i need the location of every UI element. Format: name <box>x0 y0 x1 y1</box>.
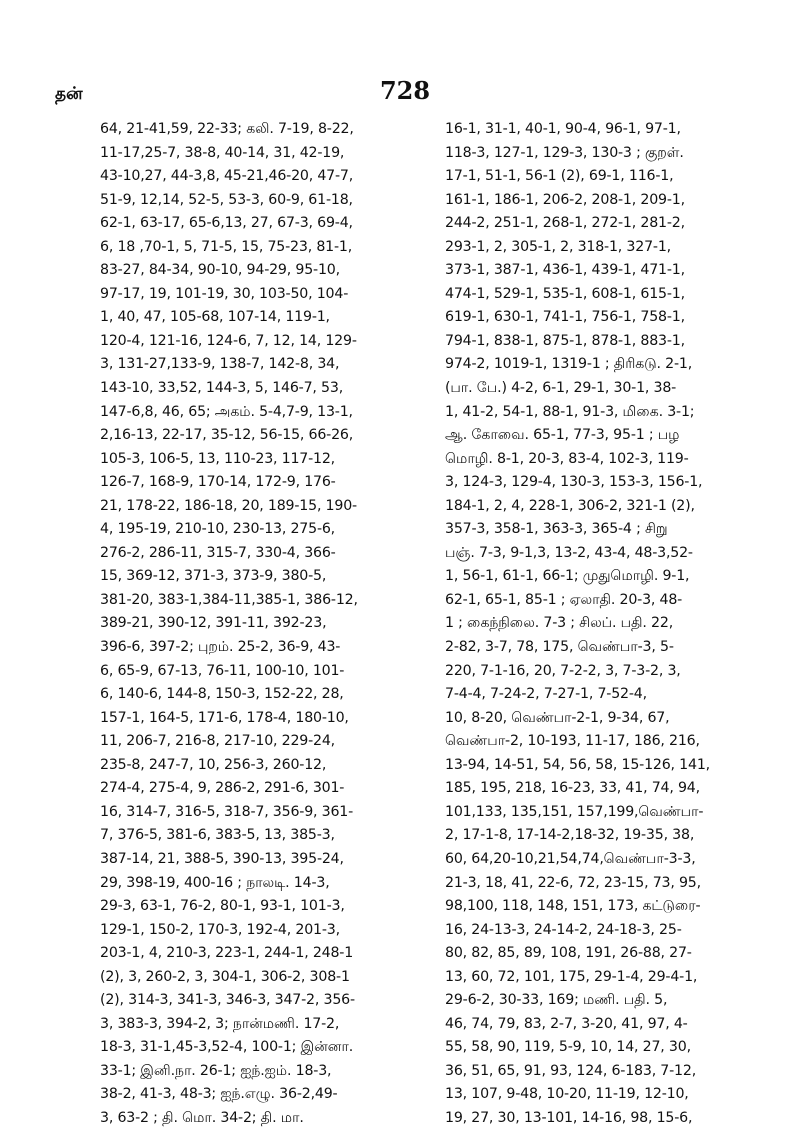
index-line: 794-1, 838-1, 875-1, 878-1, 883-1, <box>445 332 685 349</box>
index-line: 274-4, 275-4, 9, 286-2, 291-6, 301- <box>100 780 345 797</box>
index-line: 2-82, 3-7, 78, 175, வெண்பா-3, 5- <box>445 639 674 656</box>
index-line: 55, 58, 90, 119, 5-9, 10, 14, 27, 30, <box>445 1039 691 1056</box>
index-line: 120-4, 121-16, 124-6, 7, 12, 14, 129- <box>100 332 357 349</box>
index-line: 29-6-2, 30-33, 169; மணி. பதி. 5, <box>445 992 668 1009</box>
index-line: 21-3, 18, 41, 22-6, 72, 23-15, 73, 95, <box>445 874 701 891</box>
index-line: 51-9, 12,14, 52-5, 53-3, 60-9, 61-18, <box>100 191 353 208</box>
index-line: 389-21, 390-12, 391-11, 392-23, <box>100 615 327 632</box>
index-line: 60, 64,20-10,21,54,74,வெண்பா-3-3, <box>445 850 696 867</box>
index-line: 3, 131-27,133-9, 138-7, 142-8, 34, <box>100 356 340 373</box>
index-line: 97-17, 19, 101-19, 30, 103-50, 104- <box>100 285 349 302</box>
index-line: 29-3, 63-1, 76-2, 80-1, 93-1, 101-3, <box>100 898 345 915</box>
index-line: 220, 7-1-16, 20, 7-2-2, 3, 7-3-2, 3, <box>445 662 681 679</box>
index-line: 13, 60, 72, 101, 175, 29-1-4, 29-4-1, <box>445 968 698 985</box>
index-line: 38-2, 41-3, 48-3; ஐந்.எழு. 36-2,49- <box>100 1086 338 1103</box>
index-line: பஞ். 7-3, 9-1,3, 13-2, 43-4, 48-3,52- <box>445 544 693 561</box>
index-line: 15, 369-12, 371-3, 373-9, 380-5, <box>100 568 327 585</box>
index-line: 129-1, 150-2, 170-3, 192-4, 201-3, <box>100 921 340 938</box>
index-line: 36, 51, 65, 91, 93, 124, 6-183, 7-12, <box>445 1062 697 1079</box>
index-line: 21, 178-22, 186-18, 20, 189-15, 190- <box>100 497 357 514</box>
index-line: 293-1, 2, 305-1, 2, 318-1, 327-1, <box>445 238 671 255</box>
running-headword: தன் <box>55 84 83 104</box>
index-line: 13-94, 14-51, 54, 56, 58, 15-126, 141, <box>445 756 710 773</box>
index-line: 143-10, 33,52, 144-3, 5, 146-7, 53, <box>100 380 344 397</box>
index-line: 3, 63-2 ; தி. மொ. 34-2; தி. மா. <box>100 1109 304 1126</box>
index-line: (2), 3, 260-2, 3, 304-1, 306-2, 308-1 <box>100 968 350 985</box>
index-line: 3, 383-3, 394-2, 3; நான்மணி. 17-2, <box>100 1015 340 1032</box>
index-line: 16-1, 31-1, 40-1, 90-4, 96-1, 97-1, <box>445 121 681 137</box>
index-line: 126-7, 168-9, 170-14, 172-9, 176- <box>100 474 336 491</box>
index-line: 157-1, 164-5, 171-6, 178-4, 180-10, <box>100 709 349 726</box>
index-line: 6, 140-6, 144-8, 150-3, 152-22, 28, <box>100 686 344 703</box>
index-line: 10, 8-20, வெண்பா-2-1, 9-34, 67, <box>445 709 670 726</box>
index-line: 396-6, 397-2; புறம். 25-2, 36-9, 43- <box>100 639 341 656</box>
page-header <box>0 72 800 112</box>
index-line: ஆ. கோவை. 65-1, 77-3, 95-1 ; பழ <box>445 427 680 444</box>
index-line: 3, 124-3, 129-4, 130-3, 153-3, 156-1, <box>445 474 703 491</box>
index-line: 43-10,27, 44-3,8, 45-21,46-20, 47-7, <box>100 168 354 185</box>
index-line: 16, 24-13-3, 24-14-2, 24-18-3, 25- <box>445 921 682 938</box>
index-line: 619-1, 630-1, 741-1, 756-1, 758-1, <box>445 309 685 326</box>
index-line: 6, 65-9, 67-13, 76-11, 100-10, 101- <box>100 662 345 679</box>
index-line: 80, 82, 85, 89, 108, 191, 26-88, 27- <box>445 945 692 962</box>
index-line: 118-3, 127-1, 129-3, 130-3 ; குறள். <box>445 144 684 161</box>
index-column-right <box>445 118 757 1131</box>
index-line: 161-1, 186-1, 206-2, 208-1, 209-1, <box>445 191 685 208</box>
index-line: மொழி. 8-1, 20-3, 83-4, 102-3, 119- <box>445 450 689 467</box>
index-line: 7-4-4, 7-24-2, 7-27-1, 7-52-4, <box>445 686 647 703</box>
index-line: (2), 314-3, 341-3, 346-3, 347-2, 356- <box>100 992 355 1009</box>
index-line: 6, 18 ,70-1, 5, 71-5, 15, 75-23, 81-1, <box>100 238 353 255</box>
index-line: 373-1, 387-1, 436-1, 439-1, 471-1, <box>445 262 685 279</box>
index-line: 13, 107, 9-48, 10-20, 11-19, 12-10, <box>445 1086 689 1103</box>
index-line: 244-2, 251-1, 268-1, 272-1, 281-2, <box>445 215 685 232</box>
index-line: 64, 21-41,59, 22-33; கலி. 7-19, 8-22, <box>100 121 354 137</box>
index-line: 974-2, 1019-1, 1319-1 ; திரிகடு. 2-1, <box>445 356 693 373</box>
index-line: 83-27, 84-34, 90-10, 94-29, 95-10, <box>100 262 340 279</box>
index-line: 17-1, 51-1, 56-1 (2), 69-1, 116-1, <box>445 168 674 185</box>
index-line: 11-17,25-7, 38-8, 40-14, 31, 42-19, <box>100 144 345 161</box>
index-line: 7, 376-5, 381-6, 383-5, 13, 385-3, <box>100 827 335 844</box>
index-line: 2,16-13, 22-17, 35-12, 56-15, 66-26, <box>100 427 354 444</box>
index-line: 29, 398-19, 400-16 ; நாலடி. 14-3, <box>100 874 330 891</box>
index-line: 387-14, 21, 388-5, 390-13, 395-24, <box>100 850 344 867</box>
index-line: 235-8, 247-7, 10, 256-3, 260-12, <box>100 756 327 773</box>
index-line: 1, 40, 47, 105-68, 107-14, 119-1, <box>100 309 330 326</box>
index-line: 474-1, 529-1, 535-1, 608-1, 615-1, <box>445 285 685 302</box>
index-line: 33-1; இனி.நா. 26-1; ஐந்.ஐம். 18-3, <box>100 1062 332 1079</box>
index-line: 2, 17-1-8, 17-14-2,18-32, 19-35, 38, <box>445 827 695 844</box>
index-line: 101,133, 135,151, 157,199,வெண்பா- <box>445 803 704 820</box>
index-line: 19, 27, 30, 13-101, 14-16, 98, 15-6, <box>445 1109 693 1126</box>
index-line: 98,100, 118, 148, 151, 173, கட்டுரை- <box>445 898 701 915</box>
index-line: 147-6,8, 46, 65; அகம். 5-4,7-9, 13-1, <box>100 403 353 420</box>
index-line: 276-2, 286-11, 315-7, 330-4, 366- <box>100 544 336 561</box>
page-number: 728 <box>379 76 431 105</box>
index-line: 11, 206-7, 216-8, 217-10, 229-24, <box>100 733 335 750</box>
index-line: 105-3, 106-5, 13, 110-23, 117-12, <box>100 450 335 467</box>
index-line: 185, 195, 218, 16-23, 33, 41, 74, 94, <box>445 780 700 797</box>
index-line: 16, 314-7, 316-5, 318-7, 356-9, 361- <box>100 803 354 820</box>
index-line: 62-1, 63-17, 65-6,13, 27, 67-3, 69-4, <box>100 215 353 232</box>
index-line: 46, 74, 79, 83, 2-7, 3-20, 41, 97, 4- <box>445 1015 688 1032</box>
index-line: 1, 41-2, 54-1, 88-1, 91-3, மிகை. 3-1; <box>445 403 695 420</box>
index-line: வெண்பா-2, 10-193, 11-17, 186, 216, <box>445 733 700 750</box>
index-line: 357-3, 358-1, 363-3, 365-4 ; சிறு <box>445 521 668 538</box>
index-line: 1 ; கைந்நிலை. 7-3 ; சிலப். பதி. 22, <box>445 615 674 632</box>
index-line: 203-1, 4, 210-3, 223-1, 244-1, 248-1 <box>100 945 354 962</box>
index-column-left <box>100 118 400 1131</box>
index-line: 4, 195-19, 210-10, 230-13, 275-6, <box>100 521 335 538</box>
index-line: (பா. பே.) 4-2, 6-1, 29-1, 30-1, 38- <box>445 380 677 397</box>
index-line: 184-1, 2, 4, 228-1, 306-2, 321-1 (2), <box>445 497 695 514</box>
index-line: 18-3, 31-1,45-3,52-4, 100-1; இன்னா. <box>100 1039 354 1056</box>
index-line: 1, 56-1, 61-1, 66-1; முதுமொழி. 9-1, <box>445 568 690 585</box>
index-line: 381-20, 383-1,384-11,385-1, 386-12, <box>100 591 358 608</box>
index-line: 62-1, 65-1, 85-1 ; ஏலாதி. 20-3, 48- <box>445 591 683 608</box>
